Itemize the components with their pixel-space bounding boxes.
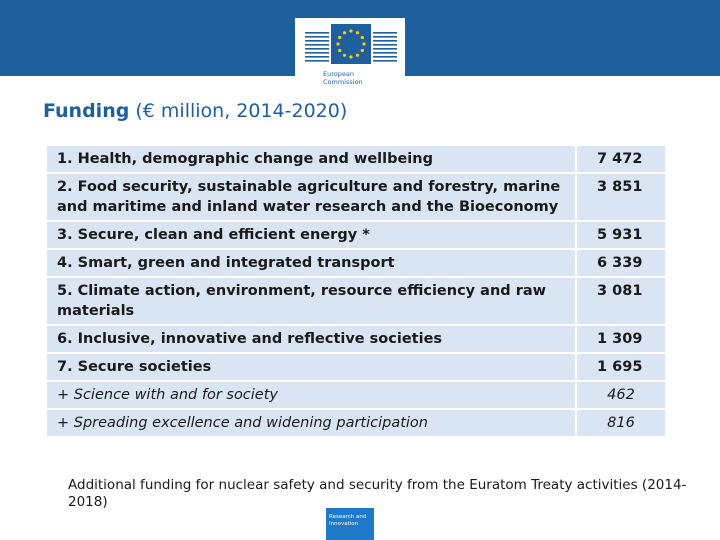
footer-logo-line-1: Research and [329, 514, 367, 520]
logo-line-1: European [323, 70, 354, 78]
challenge-label: 7. Secure societies [46, 353, 576, 381]
footer-logo-text [326, 508, 374, 528]
challenge-label: 4. Smart, green and integrated transport [46, 249, 576, 277]
challenge-label: 6. Inclusive, innovative and reflective societies [46, 325, 576, 353]
challenge-value: 3 081 [576, 277, 666, 325]
research-innovation-logo [326, 508, 374, 540]
challenge-value: 6 339 [576, 249, 666, 277]
title-rest: (€ million, 2014-2020) [129, 100, 348, 122]
challenge-value: 5 931 [576, 221, 666, 249]
logo-line-2: Commission [323, 78, 363, 86]
programme-value: 816 [576, 409, 666, 437]
title-bold: Funding [43, 100, 130, 122]
table-row [46, 381, 666, 409]
table-row [46, 409, 666, 437]
challenge-value: 3 851 [576, 173, 666, 221]
logo-caption [323, 70, 383, 86]
table-row [46, 221, 666, 249]
funding-table [45, 144, 667, 438]
table-row [46, 277, 666, 325]
programme-value: 462 [576, 381, 666, 409]
footer-logo-line-2: Innovation [329, 521, 359, 527]
challenge-value: 1 695 [576, 353, 666, 381]
challenge-label: 3. Secure, clean and efficient energy * [46, 221, 576, 249]
programme-label: + Science with and for society [46, 381, 576, 409]
programme-label: + Spreading excellence and widening participation [46, 409, 576, 437]
table-row [46, 145, 666, 173]
challenge-value: 1 309 [576, 325, 666, 353]
european-commission-logo [295, 18, 405, 94]
challenge-value: 7 472 [576, 145, 666, 173]
table-row [46, 173, 666, 221]
commission-building-icon [303, 22, 399, 68]
page-title [43, 100, 347, 122]
challenge-label: 1. Health, demographic change and wellbeing [46, 145, 576, 173]
table-row [46, 325, 666, 353]
challenge-label: 2. Food security, sustainable agriculture and forestry, marine and maritime and inland water research and the Bioeconomy [46, 173, 576, 221]
table-row [46, 353, 666, 381]
challenge-label: 5. Climate action, environment, resource efficiency and raw materials [46, 277, 576, 325]
euratom-note: Additional funding for nuclear safety and security from the Euratom Treaty activities (2014-2018) [68, 477, 687, 510]
table-row [46, 249, 666, 277]
